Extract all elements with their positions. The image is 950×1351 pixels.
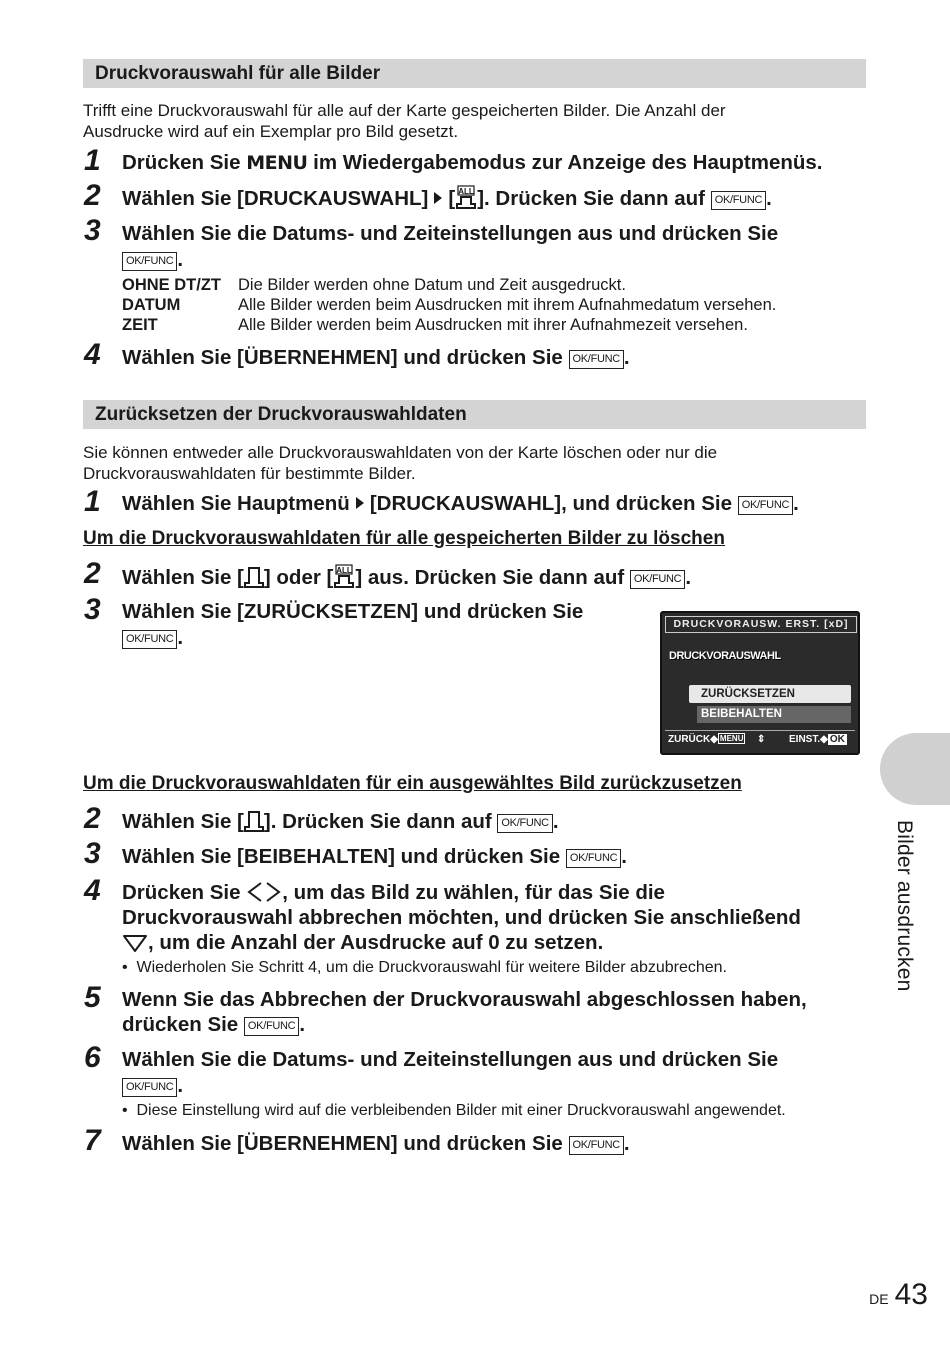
step-number: 2 — [84, 179, 101, 212]
step-text: Wählen Sie [ÜBERNEHMEN] und drücken Sie OK/FUNC . — [122, 346, 630, 369]
menu-button-label: MENU — [246, 152, 308, 174]
step-number: 3 — [84, 837, 101, 870]
updown-icon: ⇕ — [757, 734, 766, 745]
step-text: Wenn Sie das Abbrechen der Druckvorauswahl abgeschlossen haben, — [122, 988, 807, 1011]
step-text-cont: OK/FUNC . — [122, 625, 183, 650]
print-single-icon — [244, 566, 264, 588]
step-text: Drücken Sie MENU im Wiedergabemodus zur Anzeige des Hauptmenüs. — [122, 151, 823, 174]
screen-option-keep: BEIBEHALTEN — [697, 706, 851, 723]
subheading-reset-all: Um die Druckvorauswahldaten für alle gespeicherten Bilder zu löschen — [83, 528, 725, 549]
step-text-cont: OK/FUNC . — [122, 247, 183, 272]
step-number: 6 — [84, 1041, 101, 1074]
ok-func-button-icon: OK/FUNC — [122, 630, 177, 649]
step-number: 4 — [84, 874, 101, 907]
chapter-tab — [880, 733, 950, 805]
step-text-cont: , um die Anzahl der Ausdrucke auf 0 zu setzen. — [122, 930, 603, 955]
footer-set-label: EINST. — [789, 734, 821, 745]
bullet-note: • Wiederholen Sie Schritt 4, um die Druckvorauswahl für weitere Bilder abzubrechen. — [122, 959, 727, 976]
intro-line: Sie können entweder alle Druckvorauswahldaten von der Karte löschen oder nur die — [83, 443, 718, 462]
screen-title: DRUCKVORAUSW. ERST. [xD] — [665, 616, 857, 633]
bullet-note: • Diese Einstellung wird auf die verbleibenden Bilder mit einer Druckvorauswahl angewendet. — [122, 1102, 786, 1119]
step-text: Wählen Sie [ÜBERNEHMEN] und drücken Sie OK/FUNC . — [122, 1132, 630, 1155]
step-text: Wählen Sie [BEIBEHALTEN] und drücken Sie OK/FUNC . — [122, 845, 627, 868]
step-text: Wählen Sie Hauptmenü [DRUCKAUSWAHL], und drücken Sie OK/FUNC . — [122, 492, 799, 515]
step-text-cont: drücken Sie OK/FUNC . — [122, 1013, 306, 1036]
step-text: Wählen Sie die Datums- und Zeiteinstellungen aus und drücken Sie — [122, 222, 779, 245]
page-number-value: 43 — [894, 1278, 928, 1311]
option-row: DATUM Alle Bilder werden beim Ausdrucken mit ihrem Aufnahmedatum versehen. — [122, 296, 777, 314]
step-text-cont: OK/FUNC . — [122, 1073, 183, 1098]
step-number: 3 — [84, 214, 101, 247]
section-heading-print-all: Druckvorauswahl für alle Bilder — [83, 59, 866, 88]
ok-func-button-icon: OK/FUNC — [122, 1078, 177, 1097]
ok-func-button-icon: OK/FUNC — [122, 252, 177, 271]
left-right-arrows-icon — [246, 881, 282, 903]
ok-tag-icon: OK — [829, 734, 845, 745]
step-number: 1 — [84, 144, 101, 177]
footer-back-label: ZURÜCK — [668, 734, 711, 745]
screen-footer: ZURÜCK◆ MENU ⇕ EINST.◆ OK — [665, 730, 855, 748]
intro-line: Ausdrucke wird auf ein Exemplar pro Bild gesetzt. — [83, 122, 459, 141]
step-text: Drücken Sie , um das Bild zu wählen, für das Sie die — [122, 881, 665, 904]
step-number: 1 — [84, 485, 101, 518]
ok-func-button-icon: OK/FUNC — [497, 814, 552, 833]
step-text: Wählen Sie [ ] oder [ ALL ] aus. Drücken Sie dann auf OK/FUNC . — [122, 566, 692, 589]
ok-func-button-icon: OK/FUNC — [569, 1136, 624, 1155]
print-single-icon — [244, 810, 264, 832]
print-all-icon — [333, 564, 355, 588]
chapter-tab-label: Bilder ausdrucken — [893, 820, 916, 992]
ok-func-button-icon: OK/FUNC — [738, 496, 793, 515]
camera-lcd-screen — [660, 611, 860, 755]
arrow-right-icon — [356, 497, 364, 509]
down-arrow-icon — [122, 933, 148, 953]
ok-func-button-icon: OK/FUNC — [630, 570, 685, 589]
step-text: Wählen Sie [ZURÜCKSETZEN] und drücken Sie — [122, 600, 584, 623]
section-heading-reset: Zurücksetzen der Druckvorauswahldaten — [83, 400, 866, 429]
ok-func-button-icon: OK/FUNC — [711, 191, 766, 210]
svg-text:ALL: ALL — [458, 187, 474, 196]
section2-intro — [83, 442, 843, 484]
svg-text:ALL: ALL — [336, 566, 353, 575]
step-number: 2 — [84, 802, 101, 835]
step-text-cont: Druckvorauswahl abbrechen möchten, und drücken Sie anschließend — [122, 906, 801, 929]
page-number — [869, 1278, 928, 1312]
print-all-icon — [455, 185, 477, 209]
intro-line: Trifft eine Druckvorauswahl für alle auf der Karte gespeicherten Bilder. Die Anzahl der — [83, 101, 726, 120]
step-number: 4 — [84, 338, 101, 371]
screen-label: DRUCKVORAUSWAHL — [669, 650, 781, 662]
ok-func-button-icon: OK/FUNC — [569, 350, 624, 369]
step-text: Wählen Sie [ ]. Drücken Sie dann auf OK/FUNC . — [122, 810, 559, 833]
language-code: DE — [869, 1291, 889, 1307]
option-row: OHNE DT/ZT Die Bilder werden ohne Datum und Zeit ausgedruckt. — [122, 276, 626, 294]
intro-line: Druckvorauswahldaten für bestimmte Bilder. — [83, 464, 416, 483]
option-row: ZEIT Alle Bilder werden beim Ausdrucken mit ihrer Aufnahmezeit versehen. — [122, 316, 748, 334]
subheading-reset-single: Um die Druckvorauswahldaten für ein ausgewähltes Bild zurückzusetzen — [83, 773, 742, 794]
step-text: Wählen Sie [DRUCKAUSWAHL] [ ALL ]. Drücken Sie dann auf OK/FUNC . — [122, 187, 772, 210]
step-number: 5 — [84, 981, 101, 1014]
step-number: 3 — [84, 593, 101, 626]
ok-func-button-icon: OK/FUNC — [244, 1017, 299, 1036]
menu-tag-icon: MENU — [719, 734, 744, 743]
screen-option-reset: ZURÜCKSETZEN — [689, 685, 851, 703]
step-text: Wählen Sie die Datums- und Zeiteinstellungen aus und drücken Sie — [122, 1048, 779, 1071]
section1-intro — [83, 100, 843, 142]
ok-func-button-icon: OK/FUNC — [566, 849, 621, 868]
step-number: 7 — [84, 1124, 101, 1157]
step-number: 2 — [84, 557, 101, 590]
arrow-right-icon — [434, 192, 442, 204]
